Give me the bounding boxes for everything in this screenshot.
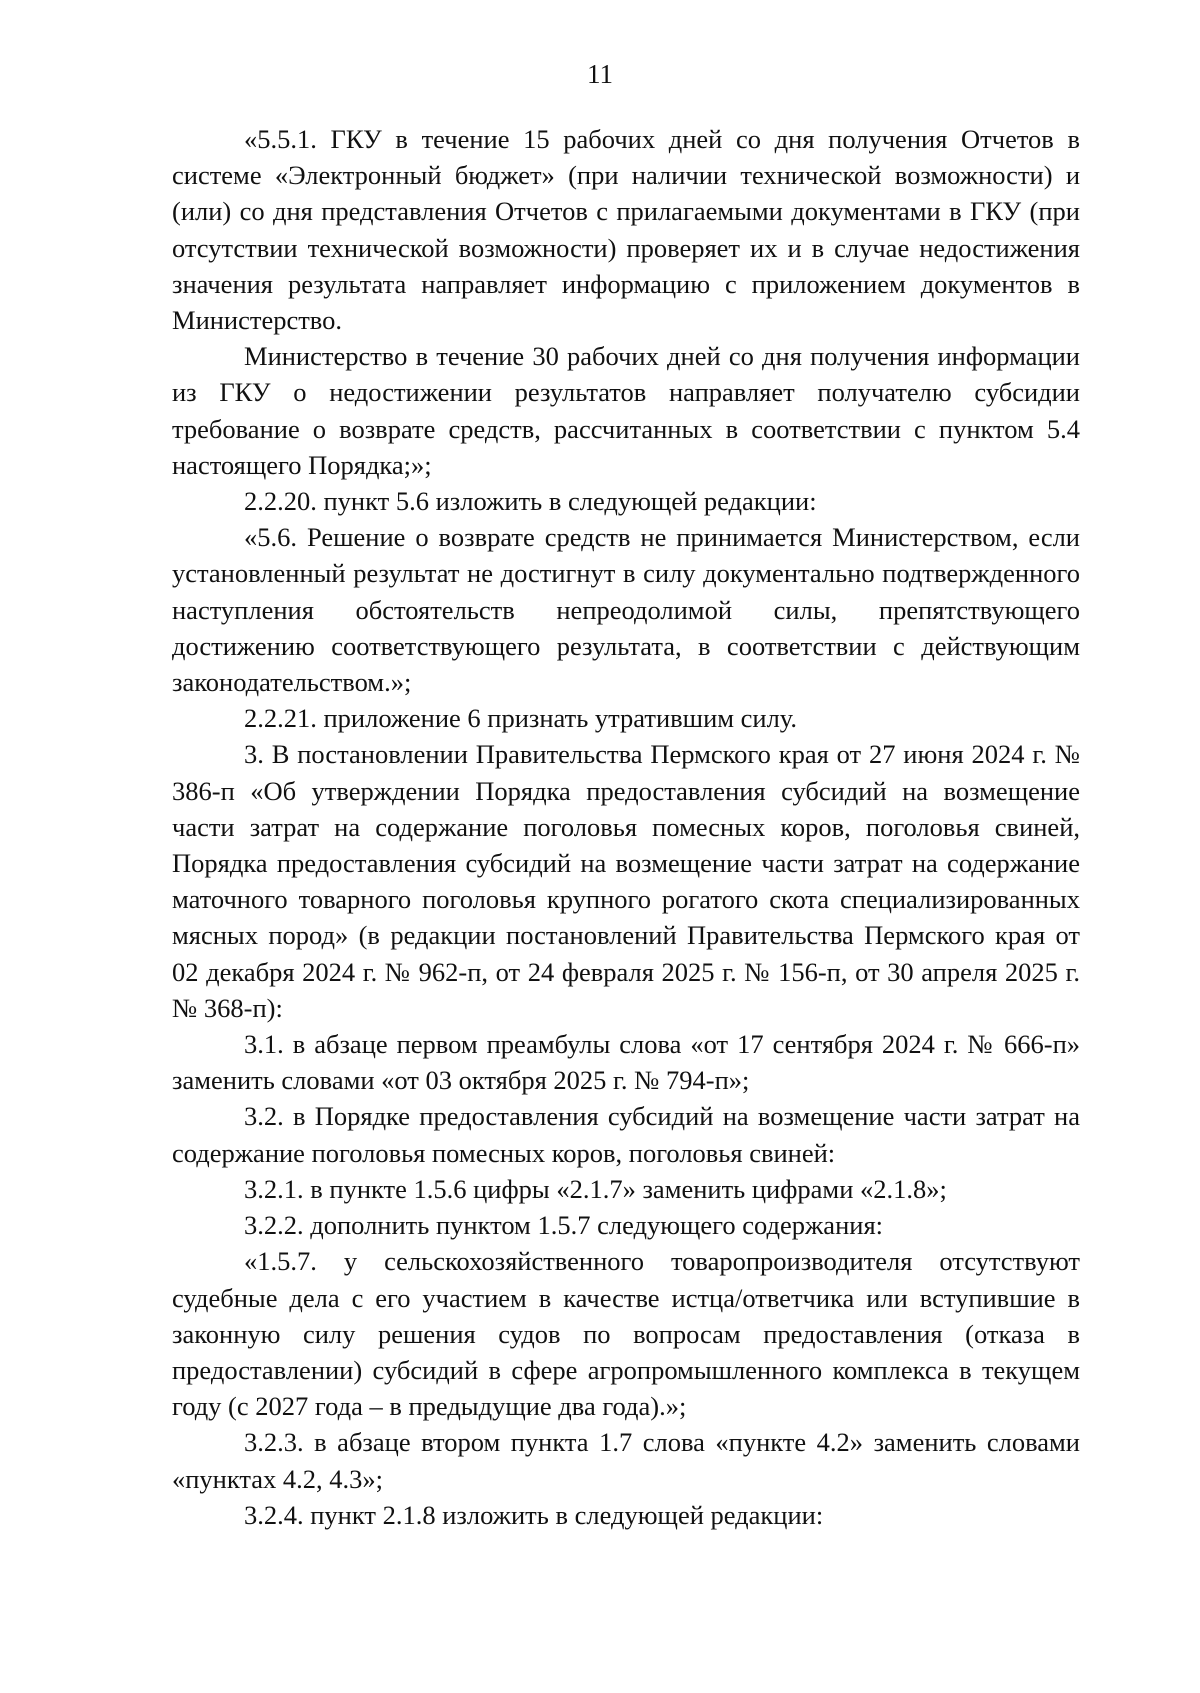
- paragraph-2-2-21: 2.2.21. приложение 6 признать утратившим силу.: [244, 703, 798, 734]
- paragraph-ministry-return-requirement: Министерство в течение 30 рабочих дней со дня получения информации из ГКУ о недостижении результатов направляет получателю субсидии требование о возврате средств, рассчитанных в соответствии с пунктом 5.4 настоящего Порядка;»;: [172, 341, 1080, 480]
- document-body: [172, 121, 1080, 1533]
- paragraph-3-2: 3.2. в Порядке предоставления субсидий на возмещение части затрат на содержание поголовья помесных коров, поголовья свиней:: [172, 1101, 1080, 1168]
- paragraph-3: 3. В постановлении Правительства Пермского края от 27 июня 2024 г. № 386-п «Об утверждении Порядка предоставления субсидий на возмещение части затрат на содержание поголовья помесных коров, поголовья свиней, Порядка предоставления субсидий на возмещение части затрат на содержание маточного товарного поголовья крупного рогатого скота специализированных мясных пород» (в редакции постановлений Правительства Пермского края от 02 декабря 2024 г. № 962-п, от 24 февраля 2025 г. № 156-п, от 30 апреля 2025 г. № 368-п):: [172, 739, 1080, 1023]
- paragraph-1-5-7: «1.5.7. у сельскохозяйственного товаропроизводителя отсутствуют судебные дела с его участием в качестве истца/ответчика или вступившие в законную силу решения судов по вопросам предоставления (отказа в предоставлении) субсидий в сфере агропромышленного комплекса в текущем году (с 2027 года – в предыдущие два года).»;: [172, 1246, 1080, 1422]
- paragraph-3-1: 3.1. в абзаце первом преамбулы слова «от 17 сентября 2024 г. № 666-п» заменить словами «от 03 октября 2025 г. № 794-п»;: [172, 1029, 1080, 1096]
- paragraph-3-2-3: 3.2.3. в абзаце втором пункта 1.7 слова «пункте 4.2» заменить словами «пунктах 4.2, 4.3»;: [172, 1427, 1080, 1494]
- paragraph-5-5-1: «5.5.1. ГКУ в течение 15 рабочих дней со дня получения Отчетов в системе «Электронный бюджет» (при наличии технической возможности) и (или) со дня представления Отчетов с прилагаемыми документами в ГКУ (при отсутствии технической возможности) проверяет их и в случае недостижения значения результата направляет информацию с приложением документов в Министерство.: [172, 124, 1080, 336]
- paragraph-3-2-4: 3.2.4. пункт 2.1.8 изложить в следующей редакции:: [244, 1499, 824, 1530]
- page-number: 11: [587, 59, 613, 89]
- paragraph-3-2-1: 3.2.1. в пункте 1.5.6 цифры «2.1.7» заменить цифрами «2.1.8»;: [244, 1173, 947, 1204]
- paragraph-2-2-20: 2.2.20. пункт 5.6 изложить в следующей редакции:: [244, 486, 817, 517]
- paragraph-3-2-2: 3.2.2. дополнить пунктом 1.5.7 следующего содержания:: [244, 1210, 883, 1241]
- paragraph-5-6: «5.6. Решение о возврате средств не принимается Министерством, если установленный результат не достигнут в силу документально подтвержденного наступления обстоятельств непреодолимой силы, препятствующего достижению соответствующего результата, в соответствии с действующим законодательством.»;: [172, 522, 1080, 698]
